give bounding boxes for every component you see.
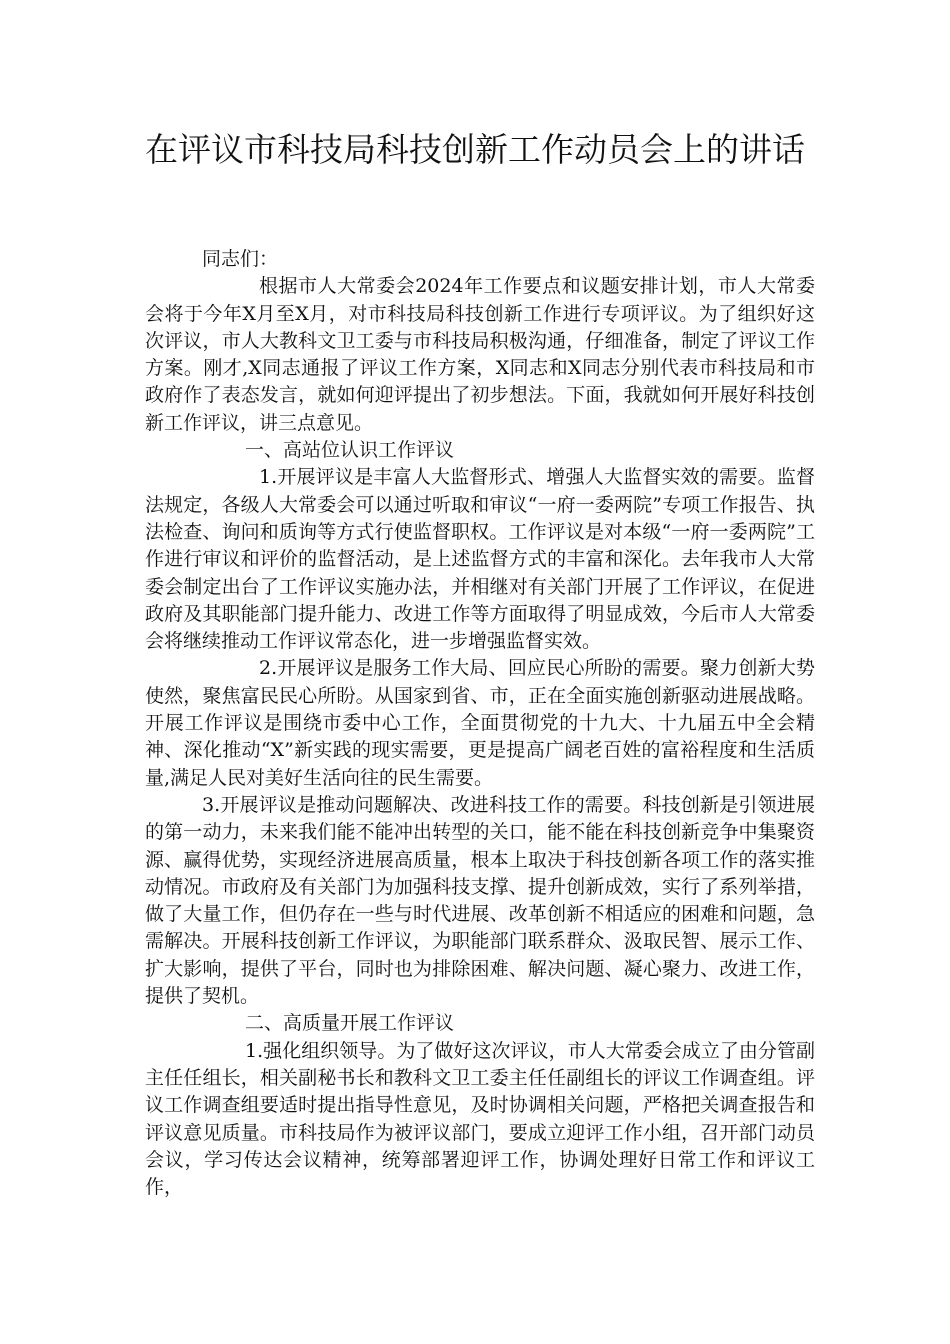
section-heading-1: 一、高站位认识工作评议 [245, 439, 455, 462]
paragraph-2-1: 1.强化组织领导。为了做好这次评议，市人大常委会成立了由分管副主任任组长，相关副秘书长和教科文卫工委主任任副组长的评议工作调查组。评议工作调查组要适时提出指导性意见，及时协调相关问题，严格把关调查报告和评议意见质量。市科技局作为被评议部门，要成立迎评工作小组，召开部门动员会议，学习传达会议精神，统筹部署迎评工作，协调处理好日常工作和评议工作， [145, 1039, 815, 1199]
salutation: 同志们： [202, 248, 279, 270]
document-body [145, 246, 815, 1201]
paragraph-1-2: 2.开展评议是服务工作大局、回应民心所盼的需要。聚力创新大势使然，聚焦富民民心所盼。从国家到省、市，正在全面实施创新驱动进展战略。开展工作评议是围绕市委中心工作，全面贯彻党的十九大、十九届五中全会精神、深化推动“X”新实践的现实需要，更是提高广阔老百姓的富裕程度和生活质量,满足人民对美好生活向往的民生需要。 [145, 657, 815, 789]
paragraph-1-3: 3.开展评议是推动问题解决、改进科技工作的需要。科技创新是引领进展的第一动力，未来我们能不能冲出转型的关口，能不能在科技创新竞争中集聚资源、赢得优势，实现经济进展高质量，根本上取决于科技创新各项工作的落实推动情况。市政府及有关部门为加强科技支撑、提升创新成效，实行了系列举措，做了大量工作，但仍存在一些与时代进展、改革创新不相适应的困难和问题，急需解决。开展科技创新工作评议，为职能部门联系群众、汲取民智、展示工作、扩大影响，提供了平台，同时也为排除困难、解决问题、凝心聚力、改进工作，提供了契机。 [145, 793, 815, 1008]
paragraph-1-1: 1.开展评议是丰富人大监督形式、增强人大监督实效的需要。监督法规定，各级人大常委会可以通过听取和审议“一府一委两院”专项工作报告、执法检查、询问和质询等方式行使监督职权。工作评议是对本级“一府一委两院”工作进行审议和评价的监督活动，是上述监督方式的丰富和深化。去年我市人大常委会制定出台了工作评议实施办法，并相继对有关部门开展了工作评议，在促进政府及其职能部门提升能力、改进工作等方面取得了明显成效，今后市人大常委会将继续推动工作评议常态化，进一步增强监督实效。 [145, 466, 815, 653]
section-heading-2: 二、高质量开展工作评议 [245, 1012, 455, 1035]
paragraph-intro: 根据市人大常委会2024年工作要点和议题安排计划，市人大常委会将于今年X月至X月，对市科技局科技创新工作进行专项评议。为了组织好这次评议，市人大教科文卫工委与市科技局积极沟通，仔细准备，制定了评议工作方案。刚才,X同志通报了评议工作方案，X同志和X同志分别代表市科技局和市政府作了表态发言，就如何迎评提出了初步想法。下面，我就如何开展好科技创新工作评议，讲三点意见。 [145, 275, 815, 434]
document-title: 在评议市科技局科技创新工作动员会上的讲话 [145, 130, 805, 169]
